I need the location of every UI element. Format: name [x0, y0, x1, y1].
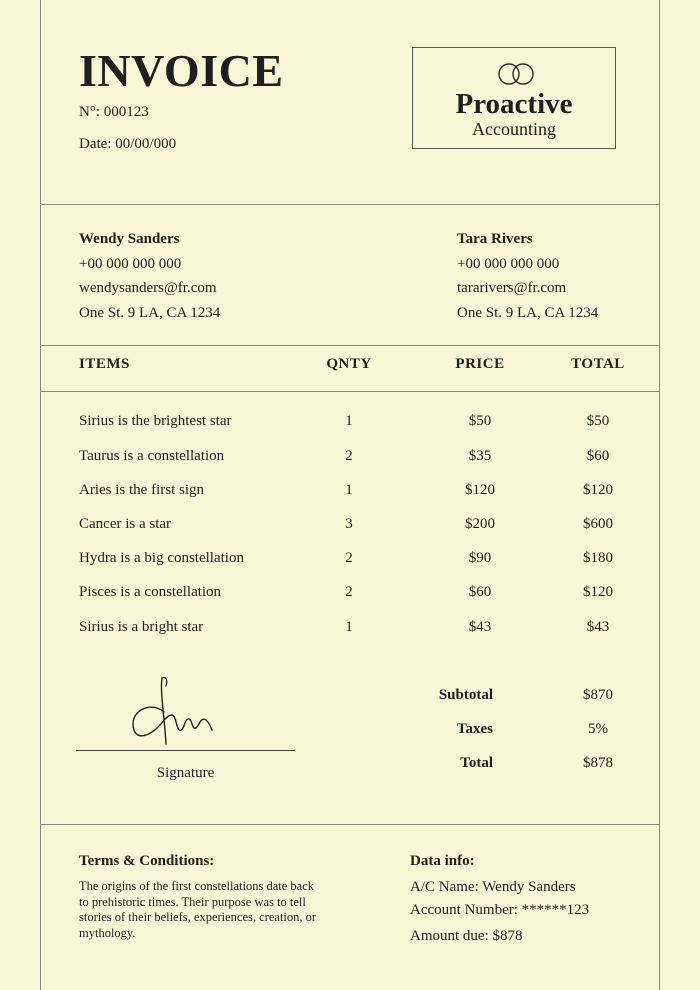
sender-phone: +00 000 000 000 [79, 256, 182, 272]
amount-due: Amount due: $878 [410, 928, 523, 944]
item-total: $120 [583, 584, 613, 600]
item-quantity: 1 [345, 413, 353, 429]
table-row [0, 448, 700, 472]
recipient-phone: +00 000 000 000 [457, 256, 560, 272]
account-name: A/C Name: Wendy Sanders [410, 879, 576, 895]
sender-name: Wendy Sanders [79, 231, 180, 247]
handwritten-signature [120, 672, 230, 754]
taxes-value: 5% [588, 721, 608, 737]
data-info-title: Data info: [410, 853, 475, 869]
terms-title: Terms & Conditions: [79, 853, 215, 869]
total-label: Total [460, 755, 493, 771]
item-quantity: 1 [345, 482, 353, 498]
item-total: $600 [583, 516, 613, 532]
interlocking-rings-icon [494, 60, 538, 88]
item-price: $90 [468, 550, 492, 566]
account-number: Account Number: ******123 [410, 902, 590, 918]
recipient-name: Tara Rivers [457, 231, 533, 247]
taxes-label: Taxes [456, 721, 493, 737]
sender-email: wendysanders@fr.com [79, 280, 217, 296]
divider [40, 391, 660, 392]
item-total: $120 [583, 482, 613, 498]
company-subtitle: Accounting [472, 119, 556, 139]
item-description: Taurus is a constellation [79, 448, 225, 464]
sender-address: One St. 9 LA, CA 1234 [79, 305, 221, 321]
recipient-email: tararivers@fr.com [457, 280, 567, 296]
item-quantity: 1 [345, 619, 353, 635]
item-total: $43 [586, 619, 610, 635]
table-row [0, 413, 700, 437]
item-quantity: 2 [345, 550, 353, 566]
item-total: $180 [583, 550, 613, 566]
table-row [0, 516, 700, 540]
total-value: $878 [583, 755, 613, 771]
item-description: Hydra is a big constellation [79, 550, 244, 566]
item-price: $43 [468, 619, 492, 635]
item-price: $35 [468, 448, 492, 464]
table-row [0, 619, 700, 643]
signature-line [76, 750, 295, 751]
signature-label: Signature [156, 765, 215, 781]
company-name: Proactive [455, 88, 573, 120]
item-description: Pisces is a constellation [79, 584, 222, 600]
subtotal-label: Subtotal [438, 687, 493, 703]
item-total: $50 [586, 413, 610, 429]
invoice-date: Date: 00/00/000 [79, 136, 177, 152]
recipient-address: One St. 9 LA, CA 1234 [457, 305, 599, 321]
column-header-price: PRICE [455, 356, 505, 372]
table-row [0, 550, 700, 574]
column-header-total: TOTAL [571, 356, 625, 372]
invoice-title: INVOICE [79, 45, 284, 96]
column-header-qnty: QNTY [326, 356, 372, 372]
item-price: $50 [468, 413, 492, 429]
table-row [0, 584, 700, 608]
item-quantity: 2 [345, 448, 353, 464]
invoice-number: N°: 000123 [79, 104, 149, 120]
item-quantity: 2 [345, 584, 353, 600]
subtotal-value: $870 [583, 687, 613, 703]
table-row [0, 482, 700, 506]
item-quantity: 3 [345, 516, 353, 532]
item-description: Cancer is a star [79, 516, 172, 532]
item-description: Sirius is the brightest star [79, 413, 232, 429]
terms-text: The origins of the first constellations date back to prehistoric times. Their purpose was to tell stories of their beliefs, experiences, creation, or mythology. [79, 879, 317, 940]
item-price: $60 [468, 584, 492, 600]
item-price: $120 [465, 482, 495, 498]
item-total: $60 [586, 448, 610, 464]
item-description: Sirius is a bright star [79, 619, 204, 635]
divider [40, 345, 660, 346]
divider [40, 204, 660, 205]
column-header-items: ITEMS [79, 356, 130, 372]
divider [40, 824, 660, 825]
item-description: Aries is the first sign [79, 482, 204, 498]
item-price: $200 [465, 516, 495, 532]
